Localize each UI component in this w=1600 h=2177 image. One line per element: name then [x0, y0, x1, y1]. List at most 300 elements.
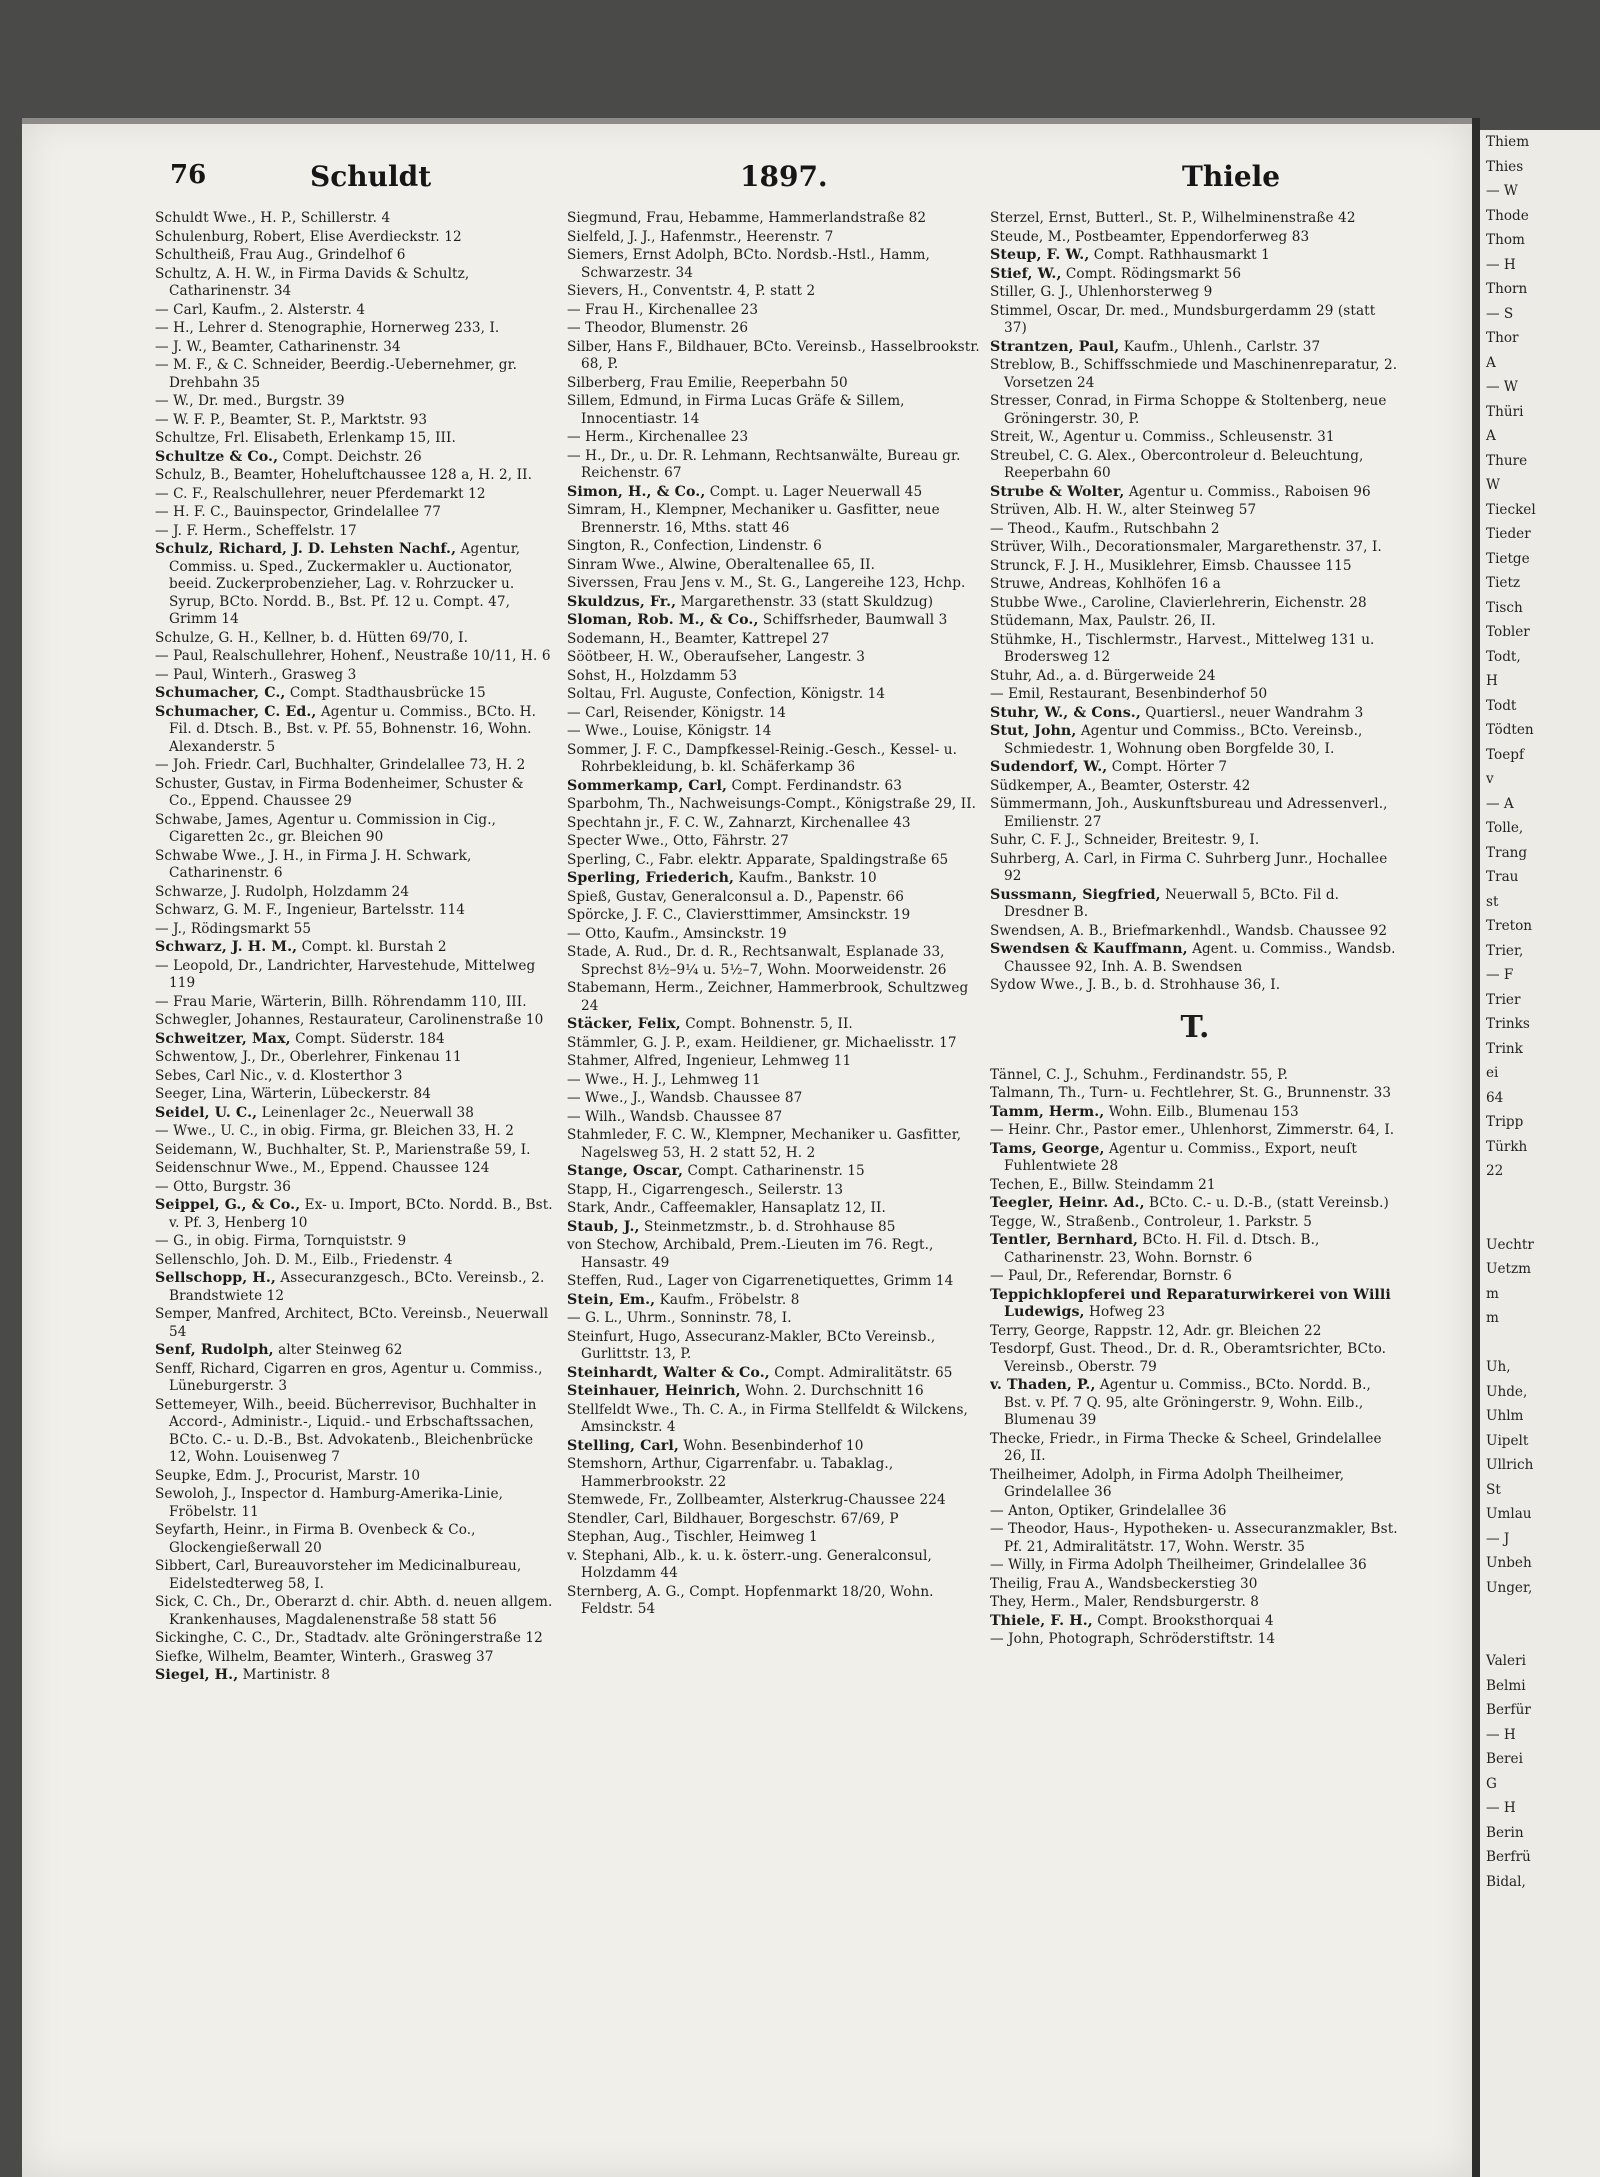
- entry-text: Compt. Deichstr. 26: [278, 448, 422, 465]
- entry-text: Stephan, Aug., Tischler, Heimweg 1: [567, 1529, 818, 1545]
- directory-entry: [155, 1252, 555, 1270]
- directory-entry: [567, 852, 985, 870]
- directory-entry: [155, 667, 555, 685]
- entry-text: — J. F. Herm., Scheffelstr. 17: [155, 522, 357, 539]
- entry-text: Sodemann, H., Beamter, Kattrepel 27: [567, 630, 830, 647]
- directory-entry: [155, 902, 555, 920]
- entry-name-bold: Sellschopp, H.,: [155, 1270, 276, 1286]
- facing-page-line: Unger,: [1486, 1579, 1533, 1596]
- entry-text: Spieß, Gustav, Generalconsul a. D., Papenstr. 66: [567, 888, 905, 905]
- entry-text: Hofweg 23: [1084, 1304, 1165, 1320]
- facing-page-line: Thom: [1486, 232, 1525, 248]
- directory-entry: [155, 430, 555, 448]
- directory-entry: [990, 357, 1400, 392]
- entry-text: Schwarz, G. M. F., Ingenieur, Bartelsstr. 114: [155, 902, 465, 918]
- entry-text: — Herm., Kirchenallee 23: [567, 429, 749, 445]
- entry-text: — Carl, Reisender, Königstr. 14: [567, 704, 786, 721]
- entry-text: Compt. Catharinenstr. 15: [683, 1163, 865, 1179]
- directory-entry: [567, 1492, 985, 1510]
- directory-entry: [990, 576, 1400, 594]
- directory-entry: [990, 1557, 1400, 1575]
- entry-name-bold: Sperling, Friederich,: [567, 870, 735, 886]
- entry-name-bold: Stuhr, W., & Cons.,: [990, 704, 1141, 721]
- directory-entry: [990, 668, 1400, 686]
- entry-text: — Theodor, Haus-, Hypotheken- u. Assecuranzmakler, Bst. Pf. 21, Admiralitätstr. 17, Wohn. Werstr. 35: [990, 1521, 1398, 1555]
- entry-text: Stiller, G. J., Uhlenhorsterweg 9: [990, 284, 1213, 300]
- entry-name-bold: v. Thaden, P.,: [990, 1377, 1096, 1393]
- facing-page-line: — F: [1486, 967, 1514, 983]
- entry-text: Sievers, H., Conventstr. 4, P. statt 2: [567, 283, 816, 299]
- entry-text: Settemeyer, Wilh., beeid. Bücherrevisor, Buchhalter in Accord-, Administr.-, Liquid.- und Erbschaftssachen, BCto. C.- u. D.-B., Bst. Advokatenb., Bleichenbrücke 12, Wohn. Louisenweg 7: [155, 1396, 537, 1465]
- entry-text: Sebes, Carl Nic., v. d. Klosterthor 3: [155, 1067, 403, 1084]
- entry-text: Strüver, Wilh., Decorationsmaler, Margarethenstr. 37, I.: [990, 539, 1382, 555]
- directory-entry: [155, 1031, 555, 1049]
- directory-entry: [567, 393, 985, 428]
- entry-name-bold: Siegel, H.,: [155, 1667, 239, 1683]
- entry-text: Seupke, Edm. J., Procurist, Marstr. 10: [155, 1467, 421, 1484]
- directory-entry: [990, 303, 1400, 338]
- directory-entry: [567, 1383, 985, 1401]
- directory-entry: [567, 1219, 985, 1237]
- entry-text: Ex- u. Import, BCto. Nordd. B., Bst. v. Pf. 3, Henberg 10: [169, 1197, 553, 1231]
- entry-text: Schwabe Wwe., J. H., in Firma J. H. Schwark, Catharinenstr. 6: [155, 847, 472, 881]
- entry-text: — H. F. C., Bauinspector, Grindelallee 77: [155, 504, 441, 520]
- directory-entry: [155, 247, 555, 265]
- directory-entry: [990, 778, 1400, 796]
- entry-text: Agentur und Commiss., BCto. Vereinsb., Schmiedestr. 1, Wohnung oben Borgfelde 30, I.: [1004, 723, 1363, 757]
- facing-page-line: Tödten: [1486, 722, 1534, 738]
- directory-entry: [155, 1068, 555, 1086]
- entry-text: Compt. u. Lager Neuerwall 45: [705, 483, 923, 500]
- directory-entry: [567, 1182, 985, 1200]
- directory-entry: [155, 630, 555, 648]
- facing-page-line: [1480, 1208, 1600, 1233]
- entry-text: Agentur u. Commiss., Export, neuſt Fuhlentwiete 28: [1004, 1140, 1357, 1174]
- entry-text: Strunck, F. J. H., Musiklehrer, Eimsb. Chaussee 115: [990, 557, 1352, 574]
- directory-entry: [567, 229, 985, 247]
- facing-page-line: Uh,: [1486, 1359, 1511, 1375]
- directory-entry: [567, 484, 985, 502]
- facing-page-line: — H: [1486, 1726, 1516, 1743]
- entry-text: Compt. Brooksthorquai 4: [1092, 1612, 1274, 1629]
- directory-entry: [990, 247, 1400, 265]
- entry-text: Suhrberg, A. Carl, in Firma C. Suhrberg Junr., Hochallee 92: [990, 850, 1388, 884]
- directory-entry: [155, 1630, 555, 1648]
- directory-entry: [990, 1177, 1400, 1195]
- directory-entry: [990, 1594, 1400, 1612]
- entry-name-bold: Teegler, Heinr. Ad.,: [990, 1195, 1145, 1211]
- entry-text: Seeger, Lina, Wärterin, Lübeckerstr. 84: [155, 1086, 432, 1102]
- directory-entry: [155, 210, 555, 228]
- entry-text: Sington, R., Confection, Lindenstr. 6: [567, 538, 822, 554]
- entry-text: Sick, C. Ch., Dr., Oberarzt d. chir. Abth. d. neuen allgem. Krankenhauses, Magdalenenstraße 58 statt 56: [155, 1594, 553, 1628]
- directory-entry: [567, 742, 985, 777]
- facing-page-line: Thiem: [1486, 134, 1530, 150]
- entry-text: Stemshorn, Arthur, Cigarrenfabr. u. Tabaklag., Hammerbrookstr. 22: [567, 1456, 894, 1490]
- entry-text: — Emil, Restaurant, Besenbinderhof 50: [990, 686, 1268, 702]
- entry-text: Sterzel, Ernst, Butterl., St. P., Wilhelminenstraße 42: [990, 210, 1356, 226]
- entry-text: Stellfeldt Wwe., Th. C. A., in Firma Stellfeldt & Wilckens, Amsinckstr. 4: [567, 1401, 968, 1435]
- directory-entry: [567, 778, 985, 796]
- facing-page-line: Unbeh: [1486, 1555, 1532, 1571]
- facing-page-line: v: [1486, 771, 1494, 787]
- entry-name-bold: Sommerkamp, Carl,: [567, 777, 728, 794]
- entry-text: Schulenburg, Robert, Elise Averdieckstr. 12: [155, 228, 462, 245]
- facing-page-line: Todt: [1486, 697, 1517, 714]
- directory-entry: [567, 815, 985, 833]
- directory-entry: [990, 521, 1400, 539]
- directory-entry: [990, 759, 1400, 777]
- entry-text: Sperling, C., Fabr. elektr. Apparate, Spaldingstraße 65: [567, 851, 949, 868]
- entry-text: — Otto, Kaufm., Amsinckstr. 19: [567, 925, 787, 942]
- entry-text: Spörcke, J. F. C., Claviersttimmer, Amsinckstr. 19: [567, 907, 911, 923]
- entry-text: Thecke, Friedr., in Firma Thecke & Scheel, Grindelallee 26, II.: [990, 1430, 1382, 1464]
- directory-entry: [567, 1053, 985, 1071]
- entry-text: alter Steinweg 62: [273, 1342, 403, 1358]
- entry-name-bold: Tamm, Herm.,: [990, 1103, 1105, 1120]
- entry-text: Sümmermann, Joh., Auskunftsbureau und Adressenverl., Emilienstr. 27: [990, 796, 1388, 830]
- directory-entry: [567, 1016, 985, 1034]
- facing-page-line: — A: [1486, 795, 1514, 812]
- entry-text: — Paul, Winterh., Grasweg 3: [155, 666, 357, 683]
- entry-name-bold: Simon, H., & Co.,: [567, 483, 706, 500]
- facing-page-line: Tisch: [1486, 599, 1523, 616]
- page-header: [150, 160, 1390, 204]
- entry-text: Wohn. Eilb., Blumenau 153: [1104, 1103, 1299, 1120]
- entry-name-bold: Schumacher, C. Ed.,: [155, 703, 317, 720]
- facing-page-line: Trinks: [1486, 1016, 1530, 1032]
- directory-entry: [155, 1486, 555, 1521]
- entry-text: — Theodor, Blumenstr. 26: [567, 320, 749, 336]
- entry-text: — Wwe., Louise, Königstr. 14: [567, 723, 772, 739]
- directory-entry: [990, 393, 1400, 428]
- directory-entry: [567, 320, 985, 338]
- entry-name-bold: Thiele, F. H.,: [990, 1612, 1093, 1629]
- directory-entry: [567, 649, 985, 667]
- facing-page-line: St: [1486, 1481, 1501, 1498]
- directory-entry: [155, 449, 555, 467]
- directory-entry: [567, 1329, 985, 1364]
- facing-page-line: Uhde,: [1486, 1383, 1528, 1400]
- entry-text: Compt. Ferdinandstr. 63: [727, 777, 903, 794]
- entry-text: Leinenlager 2c., Neuerwall 38: [257, 1104, 474, 1121]
- directory-entry: [155, 1123, 555, 1141]
- facing-page-line: — S: [1486, 305, 1514, 322]
- entry-text: Schwentow, J., Dr., Oberlehrer, Finkenau 11: [155, 1049, 462, 1065]
- entry-text: Senff, Richard, Cigarren en gros, Agentur u. Commiss., Lüneburgerstr. 3: [155, 1360, 543, 1394]
- entry-text: Sparbohm, Th., Nachweisungs-Compt., Königstraße 29, II.: [567, 796, 977, 812]
- entry-text: Schulz, B., Beamter, Hoheluftchaussee 128 a, H. 2, II.: [155, 467, 533, 483]
- header-year: 1897.: [740, 160, 828, 193]
- page-number: 76: [170, 160, 207, 190]
- entry-text: Strüven, Alb. H. W., alter Steinweg 57: [990, 502, 1257, 518]
- entry-name-bold: Stein, Em.,: [567, 1291, 656, 1308]
- entry-text: Agent. u. Commiss., Wandsb. Chaussee 92, Inh. A. B. Swendsen: [1004, 941, 1396, 975]
- facing-page-line: Berfrü: [1486, 1849, 1531, 1865]
- directory-entry: [155, 1558, 555, 1593]
- entry-text: Seyfarth, Heinr., in Firma B. Ovenbeck & Co., Glockengießerwall 20: [155, 1522, 476, 1556]
- directory-entry: [567, 612, 985, 630]
- entry-text: — Frau Marie, Wärterin, Billh. Röhrendamm 110, III.: [155, 993, 527, 1010]
- facing-page-line: Thüri: [1486, 403, 1524, 420]
- directory-entry: [990, 1341, 1400, 1376]
- directory-entry: [155, 1197, 555, 1232]
- directory-entry: [990, 1232, 1400, 1267]
- entry-text: Tegge, W., Straßenb., Controleur, 1. Parkstr. 5: [990, 1213, 1313, 1230]
- facing-page-line: H: [1486, 673, 1498, 689]
- directory-entry: [567, 1584, 985, 1619]
- directory-entry: [567, 944, 985, 979]
- directory-entry: [990, 1214, 1400, 1232]
- facing-page-line: m: [1486, 1310, 1499, 1326]
- entry-text: — W. F. P., Beamter, St. P., Marktstr. 93: [155, 411, 428, 428]
- facing-page-line: Tietge: [1486, 550, 1530, 567]
- entry-text: — John, Photograph, Schröderstiftstr. 14: [990, 1631, 1276, 1647]
- directory-entry: [990, 210, 1400, 228]
- facing-page-line: Treton: [1486, 918, 1533, 934]
- directory-entry: [155, 1522, 555, 1557]
- entry-text: Sydow Wwe., J. B., b. d. Strohhause 36, I.: [990, 977, 1281, 993]
- directory-entry: [990, 1195, 1400, 1213]
- entry-text: Compt. Bohnenstr. 5, II.: [680, 1016, 853, 1032]
- directory-entry: [990, 832, 1400, 850]
- directory-entry: [155, 1361, 555, 1396]
- entry-name-bold: Schweitzer, Max,: [155, 1030, 291, 1047]
- facing-page-line: Tieckel: [1486, 501, 1536, 518]
- entry-text: Stüdemann, Max, Paulstr. 26, II.: [990, 613, 1216, 629]
- directory-entry: [567, 575, 985, 593]
- facing-page-line: [1480, 1331, 1600, 1356]
- entry-name-bold: Sussmann, Siegfried,: [990, 886, 1161, 903]
- directory-entry: [990, 923, 1400, 941]
- entry-name-bold: Schultze & Co.,: [155, 448, 279, 465]
- directory-column-1: [155, 210, 555, 2160]
- entry-text: Martinistr. 8: [238, 1667, 331, 1683]
- directory-entry: [567, 705, 985, 723]
- entry-text: Stemwede, Fr., Zollbeamter, Alsterkrug-Chaussee 224: [567, 1492, 946, 1508]
- entry-text: Stabemann, Herm., Zeichner, Hammerbrook, Schultzweg 24: [567, 980, 969, 1014]
- directory-entry: [567, 668, 985, 686]
- directory-entry: [567, 723, 985, 741]
- facing-page-line: m: [1486, 1285, 1499, 1302]
- directory-entry: [567, 1163, 985, 1181]
- facing-page-line: st: [1486, 893, 1499, 910]
- directory-entry: [990, 977, 1400, 995]
- entry-text: Compt. Süderstr. 184: [290, 1030, 445, 1047]
- entry-name-bold: Teppichklopferei und Reparaturwirkerei von Willi Ludewigs,: [990, 1286, 1391, 1320]
- directory-entry: [567, 870, 985, 888]
- entry-text: Kaufm., Uhlenh., Carlstr. 37: [1119, 338, 1321, 355]
- directory-entry: [990, 429, 1400, 447]
- entry-name-bold: Steinhauer, Heinrich,: [567, 1383, 741, 1399]
- facing-page-line: Umlau: [1486, 1506, 1532, 1522]
- facing-page-line: Berfür: [1486, 1702, 1531, 1718]
- entry-text: Schulze, G. H., Kellner, b. d. Hütten 69/70, I.: [155, 629, 468, 646]
- directory-entry: [567, 1548, 985, 1583]
- directory-entry: [567, 1438, 985, 1456]
- directory-entry: [155, 412, 555, 430]
- entry-name-bold: Stelling, Carl,: [567, 1437, 679, 1454]
- facing-page-line: Uetzm: [1486, 1261, 1532, 1277]
- facing-page-line: A: [1486, 428, 1496, 444]
- entry-name-bold: Sloman, Rob. M., & Co.,: [567, 612, 759, 628]
- header-first-keyword: Schuldt: [310, 160, 432, 193]
- directory-entry: [990, 1141, 1400, 1176]
- directory-entry: [990, 796, 1400, 831]
- entry-text: Sielfeld, J. J., Hafenmstr., Heerenstr. 7: [567, 228, 834, 245]
- directory-entry: [567, 631, 985, 649]
- entry-text: — Heinr. Chr., Pastor emer., Uhlenhorst, Zimmerstr. 64, I.: [990, 1122, 1395, 1138]
- entry-text: Neuerwall 5, BCto. Fil d. Dresdner B.: [1004, 886, 1340, 920]
- entry-text: Tännel, C. J., Schuhm., Ferdinandstr. 55, P.: [990, 1066, 1289, 1083]
- directory-entry: [567, 283, 985, 301]
- entry-name-bold: Seidel, U. C.,: [155, 1104, 258, 1121]
- directory-entry: [567, 1035, 985, 1053]
- directory-entry: [567, 210, 985, 228]
- entry-text: Compt. Stadthausbrücke 15: [285, 685, 486, 701]
- facing-page-line: Trang: [1486, 844, 1528, 861]
- entry-text: Kaufm., Bankstr. 10: [734, 870, 877, 886]
- facing-page-line: [1480, 1600, 1600, 1625]
- entry-text: Compt. Rathhausmarkt 1: [1089, 247, 1270, 263]
- entry-text: Silber, Hans F., Bildhauer, BCto. Vereinsb., Hasselbrookstr. 68, P.: [567, 338, 980, 372]
- facing-page-line: — J: [1486, 1530, 1510, 1547]
- directory-entry: [990, 632, 1400, 667]
- directory-entry: [155, 1594, 555, 1629]
- directory-entry: [990, 1287, 1400, 1322]
- entry-text: Assecuranzgesch., BCto. Vereinsb., 2. Brandstwiete 12: [169, 1270, 545, 1304]
- entry-text: Quartiersl., neuer Wandrahm 3: [1140, 704, 1364, 721]
- entry-text: — H., Lehrer d. Stenographie, Hornerweg 233, I.: [155, 320, 500, 336]
- directory-entry: [155, 704, 555, 757]
- facing-page-line: G: [1486, 1775, 1497, 1792]
- entry-text: von Stechow, Archibald, Prem.-Lieuten im 76. Regt., Hansastr. 49: [567, 1237, 934, 1271]
- directory-entry: [155, 1397, 555, 1467]
- facing-page-line: [1480, 1625, 1600, 1650]
- entry-text: — H., Dr., u. Dr. R. Lehmann, Rechtsanwälte, Bureau gr. Reichenstr. 67: [567, 447, 961, 481]
- directory-entry: [567, 1090, 985, 1108]
- directory-entry: [990, 1631, 1400, 1649]
- entry-text: — Paul, Dr., Referendar, Bornstr. 6: [990, 1268, 1232, 1284]
- directory-entry: [155, 1649, 555, 1667]
- entry-text: Stahmleder, F. C. W., Klempner, Mechaniker u. Gasfitter, Nagelsweg 53, H. 2 statt 52, H. 2: [567, 1127, 962, 1161]
- directory-entry: [990, 1323, 1400, 1341]
- entry-text: Steinmetzmstr., b. d. Strohhause 85: [639, 1218, 896, 1235]
- entry-text: Schwarze, J. Rudolph, Holzdamm 24: [155, 883, 410, 900]
- directory-entry: [567, 1365, 985, 1383]
- entry-text: Streblow, B., Schiffsschmiede und Maschinenreparatur, 2. Vorsetzen 24: [990, 357, 1398, 391]
- directory-entry: [155, 921, 555, 939]
- facing-page-line: — H: [1486, 256, 1516, 273]
- directory-entry: [155, 1012, 555, 1030]
- directory-entry: [567, 429, 985, 447]
- entry-name-bold: Staub, J.,: [567, 1218, 640, 1235]
- directory-entry: [990, 1431, 1400, 1466]
- entry-name-bold: Tams, George,: [990, 1140, 1105, 1157]
- directory-entry: [990, 339, 1400, 357]
- entry-text: — Wwe., H. J., Lehmweg 11: [567, 1071, 761, 1088]
- directory-entry: [155, 958, 555, 993]
- entry-text: Stuhr, Ad., a. d. Bürgerweide 24: [990, 667, 1216, 684]
- directory-entry: [155, 339, 555, 357]
- directory-entry: [155, 1233, 555, 1251]
- directory-entry: [990, 1268, 1400, 1286]
- directory-entry: [567, 339, 985, 374]
- directory-entry: [567, 1310, 985, 1328]
- directory-entry: [155, 1270, 555, 1305]
- entry-name-bold: Senf, Rudolph,: [155, 1342, 274, 1358]
- facing-page-line: Valeri: [1486, 1653, 1526, 1669]
- entry-name-bold: Stief, W.,: [990, 265, 1062, 282]
- entry-text: — G., in obig. Firma, Tornquiststr. 9: [155, 1233, 407, 1249]
- directory-entry: [155, 1086, 555, 1104]
- entry-text: Schultz, A. H. W., in Firma Davids & Schultz, Catharinenstr. 34: [155, 265, 470, 299]
- directory-entry: [155, 812, 555, 847]
- entry-text: Swendsen, A. B., Briefmarkenhdl., Wandsb. Chaussee 92: [990, 922, 1388, 939]
- entry-name-bold: Schwarz, J. H. M.,: [155, 939, 298, 955]
- page-top-edge: [22, 118, 1472, 124]
- entry-text: Stade, A. Rud., Dr. d. R., Rechtsanwalt, Esplanade 33, Sprechst 8½–9¼ u. 5½–7, Wohn. Moorweidenstr. 26: [567, 944, 947, 978]
- facing-page-line: Türkh: [1486, 1138, 1528, 1155]
- entry-text: Semper, Manfred, Architect, BCto. Vereinsb., Neuerwall 54: [155, 1306, 549, 1340]
- entry-text: Spechtahn jr., F. C. W., Zahnarzt, Kirchenallee 43: [567, 814, 911, 831]
- entry-text: Stühmke, H., Tischlermstr., Harvest., Mittelweg 131 u. Brodersweg 12: [990, 631, 1375, 665]
- entry-text: Steude, M., Postbeamter, Eppendorferweg 83: [990, 228, 1310, 245]
- entry-text: Sternberg, A. G., Compt. Hopfenmarkt 18/20, Wohn. Feldstr. 54: [567, 1583, 934, 1617]
- entry-text: Theilheimer, Adolph, in Firma Adolph Theilheimer, Grindelallee 36: [990, 1466, 1345, 1500]
- directory-entry: [567, 302, 985, 320]
- entry-text: Agentur u. Commiss., Raboisen 96: [1124, 483, 1371, 500]
- entry-text: Stämmler, G. J. P., exam. Heildiener, gr. Michaelisstr. 17: [567, 1034, 957, 1051]
- directory-entry: [155, 302, 555, 320]
- facing-page-line: — H: [1486, 1800, 1516, 1816]
- entry-text: — Wwe., J., Wandsb. Chaussee 87: [567, 1090, 803, 1106]
- entry-text: They, Herm., Maler, Rendsburgerstr. 8: [990, 1594, 1260, 1610]
- directory-entry: [990, 539, 1400, 557]
- facing-page-line: Tripp: [1486, 1114, 1524, 1130]
- entry-text: Simram, H., Klempner, Mechaniker u. Gasfitter, neue Brennerstr. 16, Mths. statt 46: [567, 502, 940, 536]
- directory-entry: [567, 1200, 985, 1218]
- directory-entry: [567, 1237, 985, 1272]
- directory-entry: [990, 1085, 1400, 1103]
- directory-entry: [567, 1456, 985, 1491]
- entry-text: Siemers, Ernst Adolph, BCto. Nordsb.-Hstl., Hamm, Schwarzestr. 34: [567, 247, 930, 281]
- directory-entry: [155, 523, 555, 541]
- entry-text: — Joh. Friedr. Carl, Buchhalter, Grindelallee 73, H. 2: [155, 757, 526, 773]
- directory-entry: [155, 685, 555, 703]
- directory-entry: [990, 1377, 1400, 1430]
- directory-entry: [990, 484, 1400, 502]
- entry-text: — W., Dr. med., Burgstr. 39: [155, 393, 345, 409]
- directory-entry: [990, 284, 1400, 302]
- entry-name-bold: Strantzen, Paul,: [990, 338, 1120, 355]
- facing-page-line: Thure: [1486, 452, 1528, 469]
- entry-text: Compt. Rödingsmarkt 56: [1061, 265, 1242, 282]
- facing-page-fragment: [1480, 130, 1600, 2177]
- entry-text: Siefke, Wilhelm, Beamter, Winterh., Grasweg 37: [155, 1648, 494, 1665]
- entry-text: Sohst, H., Holzdamm 53: [567, 667, 738, 684]
- directory-entry: [567, 796, 985, 814]
- directory-entry: [990, 1576, 1400, 1594]
- directory-entry: [990, 686, 1400, 704]
- directory-entry: [567, 889, 985, 907]
- directory-entry: [990, 1467, 1400, 1502]
- entry-text: Stresser, Conrad, in Firma Schoppe & Stoltenberg, neue Gröningerstr. 30, P.: [990, 393, 1387, 427]
- entry-text: Schultheiß, Frau Aug., Grindelhof 6: [155, 247, 406, 263]
- entry-text: — Carl, Kaufm., 2. Alsterstr. 4: [155, 301, 366, 318]
- directory-entry: [155, 776, 555, 811]
- directory-entry: [567, 538, 985, 556]
